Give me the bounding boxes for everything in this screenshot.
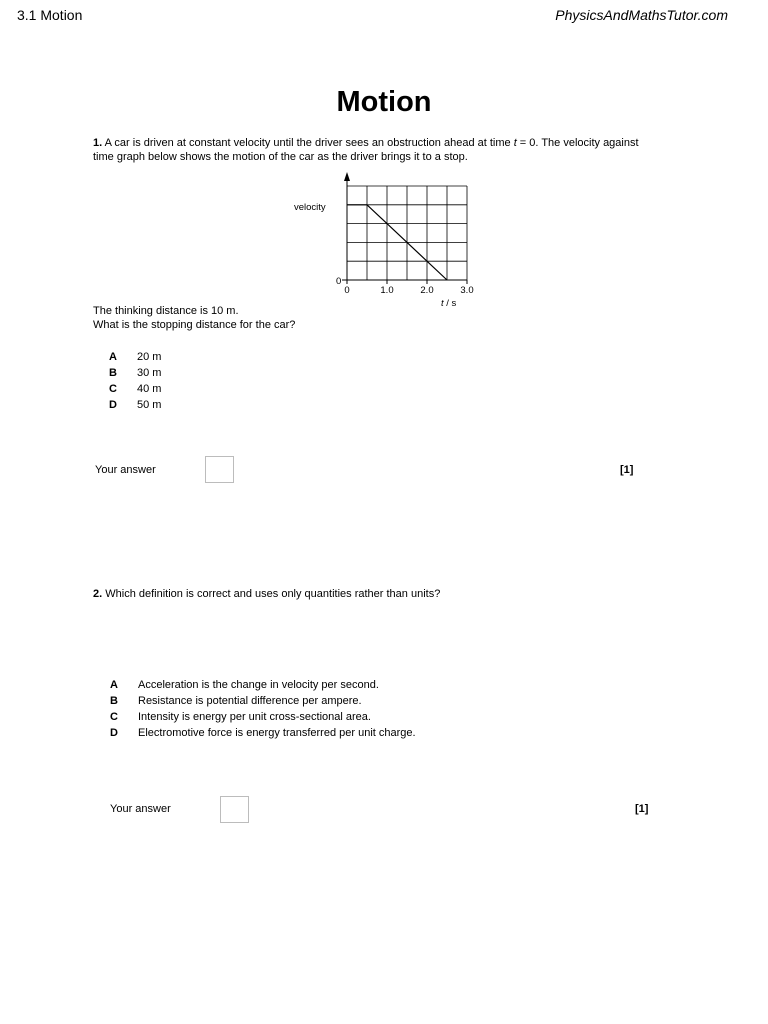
- option-letter: C: [109, 383, 117, 395]
- x-axis-variable: t: [441, 298, 444, 309]
- option-text: Resistance is potential difference per ampere.: [138, 695, 362, 707]
- question-1-text-a: A car is driven at constant velocity until the driver sees an obstruction ahead at time: [102, 137, 514, 149]
- graph-grid: [347, 186, 467, 280]
- time-variable: t: [513, 137, 517, 149]
- option-letter: C: [110, 711, 118, 723]
- option-letter: A: [110, 679, 118, 691]
- answer-box[interactable]: [220, 796, 249, 823]
- option-text: Acceleration is the change in velocity per second.: [138, 679, 379, 691]
- option-a[interactable]: [109, 349, 161, 365]
- option-b[interactable]: [110, 693, 416, 709]
- question-2-prompt: Which definition is correct and uses only quantities rather than units?: [102, 588, 441, 600]
- page-title: Motion: [336, 86, 432, 118]
- question-2-options: [110, 677, 416, 741]
- answer-label: Your answer: [110, 803, 171, 815]
- question-1-followup: [93, 305, 683, 332]
- stopping-distance-question: What is the stopping distance for the car?: [93, 318, 296, 331]
- option-letter: B: [110, 695, 118, 707]
- y-axis-arrow: [344, 172, 350, 181]
- marks-label: [1]: [620, 464, 634, 476]
- question-2-number: 2.: [93, 588, 103, 600]
- option-d[interactable]: [110, 725, 416, 741]
- question-1-text-b: = 0. The velocity against: [516, 137, 639, 149]
- option-a[interactable]: [110, 677, 416, 693]
- option-text: 40 m: [137, 383, 162, 395]
- source-site: PhysicsAndMathsTutor.com: [555, 7, 728, 23]
- velocity-time-graph: [285, 170, 485, 310]
- option-letter: A: [109, 351, 117, 363]
- question-1-text: [93, 137, 683, 164]
- thinking-distance-text: The thinking distance is 10 m.: [93, 305, 239, 317]
- y-axis-label: velocity: [294, 202, 326, 213]
- x-axis-unit: / s: [443, 298, 457, 309]
- x-tick-group: [344, 280, 473, 296]
- option-letter: D: [110, 727, 118, 739]
- x-tick-label: 0: [344, 285, 350, 296]
- option-text: 20 m: [137, 351, 162, 363]
- y-tick-label: 0: [336, 276, 342, 287]
- x-tick-label: 2.0: [420, 285, 434, 296]
- option-text: 50 m: [137, 399, 162, 411]
- section-heading: 3.1 Motion: [17, 7, 83, 23]
- option-text: Intensity is energy per unit cross-sectional area.: [138, 711, 371, 723]
- answer-box[interactable]: [205, 456, 234, 483]
- answer-label: Your answer: [95, 464, 156, 476]
- option-c[interactable]: [109, 381, 161, 397]
- question-2-text: [93, 588, 683, 602]
- x-tick-label: 1.0: [380, 285, 394, 296]
- question-1-text-line2: time graph below shows the motion of the car as the driver brings it to a stop.: [93, 150, 468, 163]
- question-1-number: 1.: [93, 137, 103, 149]
- option-c[interactable]: [110, 709, 416, 725]
- option-text: 30 m: [137, 367, 162, 379]
- marks-label: [1]: [635, 803, 649, 815]
- option-letter: B: [109, 367, 117, 379]
- option-text: Electromotive force is energy transferred per unit charge.: [138, 727, 416, 739]
- question-1-options: [109, 349, 161, 413]
- option-b[interactable]: [109, 365, 161, 381]
- x-tick-label: 3.0: [460, 285, 474, 296]
- option-letter: D: [109, 399, 117, 411]
- option-d[interactable]: [109, 397, 161, 413]
